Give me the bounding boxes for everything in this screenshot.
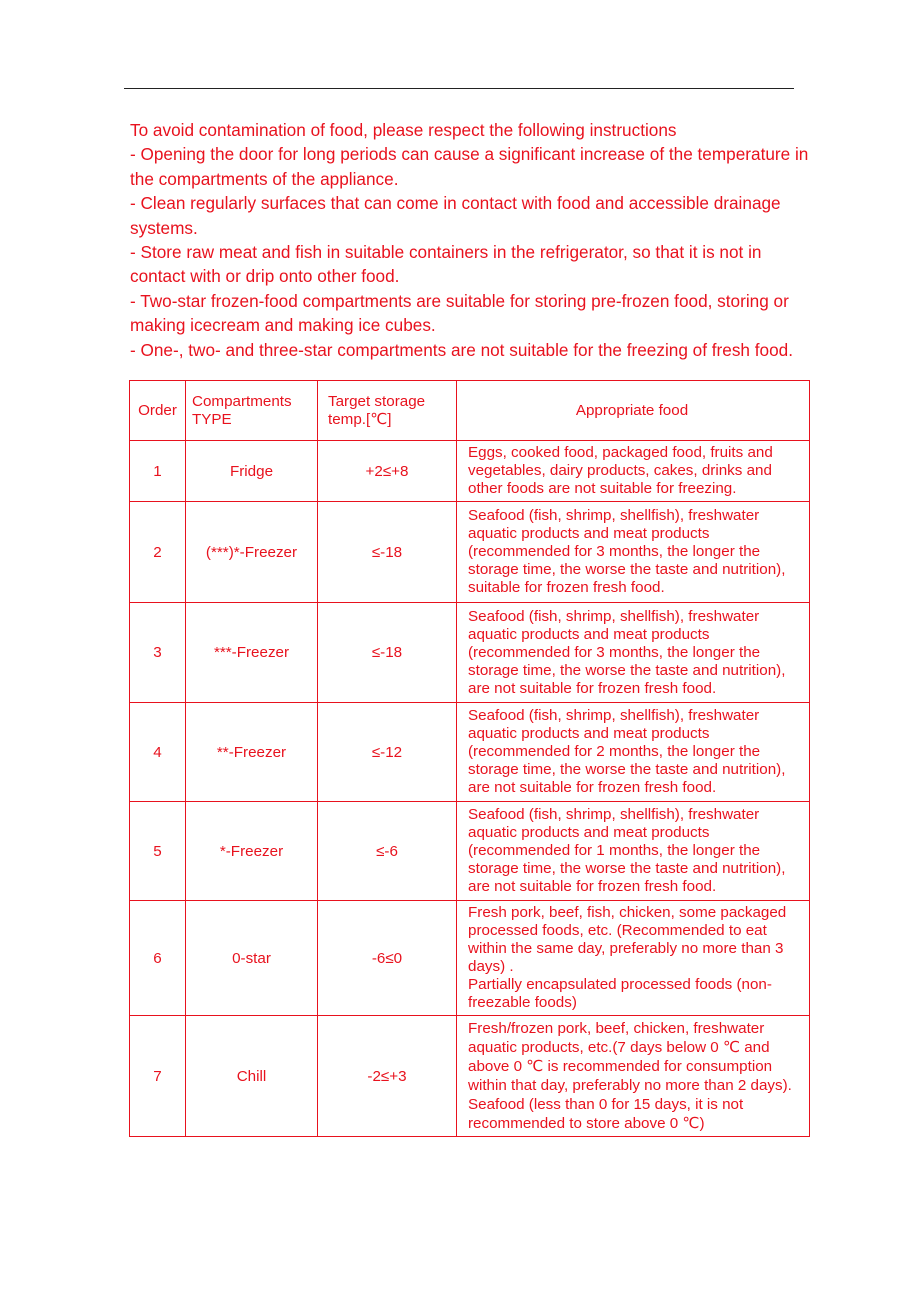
table-row xyxy=(130,901,810,1016)
row-food: Seafood (fish, shrimp, shellfish), freshwater aquatic products and meat products (recommended for 2 months, the longer the storage time, the worse the taste and nutrition), are not suitable for frozen fresh food. xyxy=(457,703,810,802)
row-food: Fresh/frozen pork, beef, chicken, freshwater aquatic products, etc.(7 days below 0 ℃ and above 0 ℃ is recommended for consumption within that day, preferably no more than 2 days). Seafood (less than 0 for 15 days, it is not recommended to store above 0 ℃) xyxy=(457,1016,810,1137)
instruction-item: - Opening the door for long periods can cause a significant increase of the temperature in the compartments of the appliance. xyxy=(130,144,809,189)
header-compartment-type: Compartments TYPE xyxy=(186,381,318,441)
row-type: 0-star xyxy=(186,901,318,1016)
row-food: Seafood (fish, shrimp, shellfish), freshwater aquatic products and meat products (recommended for 3 months, the longer the storage time, the worse the taste and nutrition), are not suitable for frozen fresh food. xyxy=(457,603,810,703)
row-order: 1 xyxy=(130,441,186,502)
instruction-item: - One-, two- and three-star compartments are not suitable for the freezing of fresh food. xyxy=(130,339,793,360)
row-temp: +2≤+8 xyxy=(318,441,457,502)
table-row xyxy=(130,703,810,802)
row-temp: -6≤0 xyxy=(318,901,457,1016)
instruction-item: - Clean regularly surfaces that can come in contact with food and accessible drainage systems. xyxy=(130,193,781,238)
row-type: ***-Freezer xyxy=(186,603,318,703)
header-target-temp: Target storage temp.[℃] xyxy=(318,381,457,441)
row-order: 4 xyxy=(130,703,186,802)
row-food: Seafood (fish, shrimp, shellfish), freshwater aquatic products and meat products (recommended for 3 months, the longer the storage time, the worse the taste and nutrition), suitable for frozen fresh food. xyxy=(457,502,810,603)
row-type: Fridge xyxy=(186,441,318,502)
row-temp: ≤-18 xyxy=(318,603,457,703)
row-order: 3 xyxy=(130,603,186,703)
row-temp: ≤-18 xyxy=(318,502,457,603)
header-rule xyxy=(124,88,794,89)
row-type: *-Freezer xyxy=(186,802,318,901)
header-order: Order xyxy=(130,381,186,441)
instruction-item: - Two-star frozen-food compartments are suitable for storing pre-frozen food, storing or making icecream and making ice cubes. xyxy=(130,290,789,336)
row-temp: -2≤+3 xyxy=(318,1016,457,1137)
row-order: 7 xyxy=(130,1016,186,1137)
storage-table xyxy=(129,380,810,1137)
instruction-item: - Store raw meat and fish in suitable containers in the refrigerator, so that it is not in contact with or drip onto other food. xyxy=(130,242,762,287)
table-row xyxy=(130,441,810,502)
row-temp: ≤-12 xyxy=(318,703,457,802)
row-food: Eggs, cooked food, packaged food, fruits and vegetables, dairy products, cakes, drinks and other foods are not suitable for freezing. xyxy=(457,441,810,502)
table-header-row xyxy=(130,381,810,441)
table-row xyxy=(130,802,810,901)
table-row xyxy=(130,603,810,703)
table-row xyxy=(130,1016,810,1137)
row-food: Fresh pork, beef, fish, chicken, some packaged processed foods, etc. (Recommended to eat within the same day, preferably no more than 3 days) . Partially encapsulated processed foods (non-freezable foods) xyxy=(457,901,810,1016)
row-order: 2 xyxy=(130,502,186,603)
instructions-heading: To avoid contamination of food, please respect the following instructions xyxy=(130,120,677,140)
row-temp: ≤-6 xyxy=(318,802,457,901)
instructions xyxy=(130,118,820,362)
table-row xyxy=(130,502,810,603)
row-type: Chill xyxy=(186,1016,318,1137)
row-food: Seafood (fish, shrimp, shellfish), freshwater aquatic products and meat products (recommended for 1 months, the longer the storage time, the worse the taste and nutrition), are not suitable for frozen fresh food. xyxy=(457,802,810,901)
row-type: **-Freezer xyxy=(186,703,318,802)
header-appropriate-food: Appropriate food xyxy=(457,381,810,441)
row-order: 6 xyxy=(130,901,186,1016)
row-type: (***)*-Freezer xyxy=(186,502,318,603)
row-order: 5 xyxy=(130,802,186,901)
